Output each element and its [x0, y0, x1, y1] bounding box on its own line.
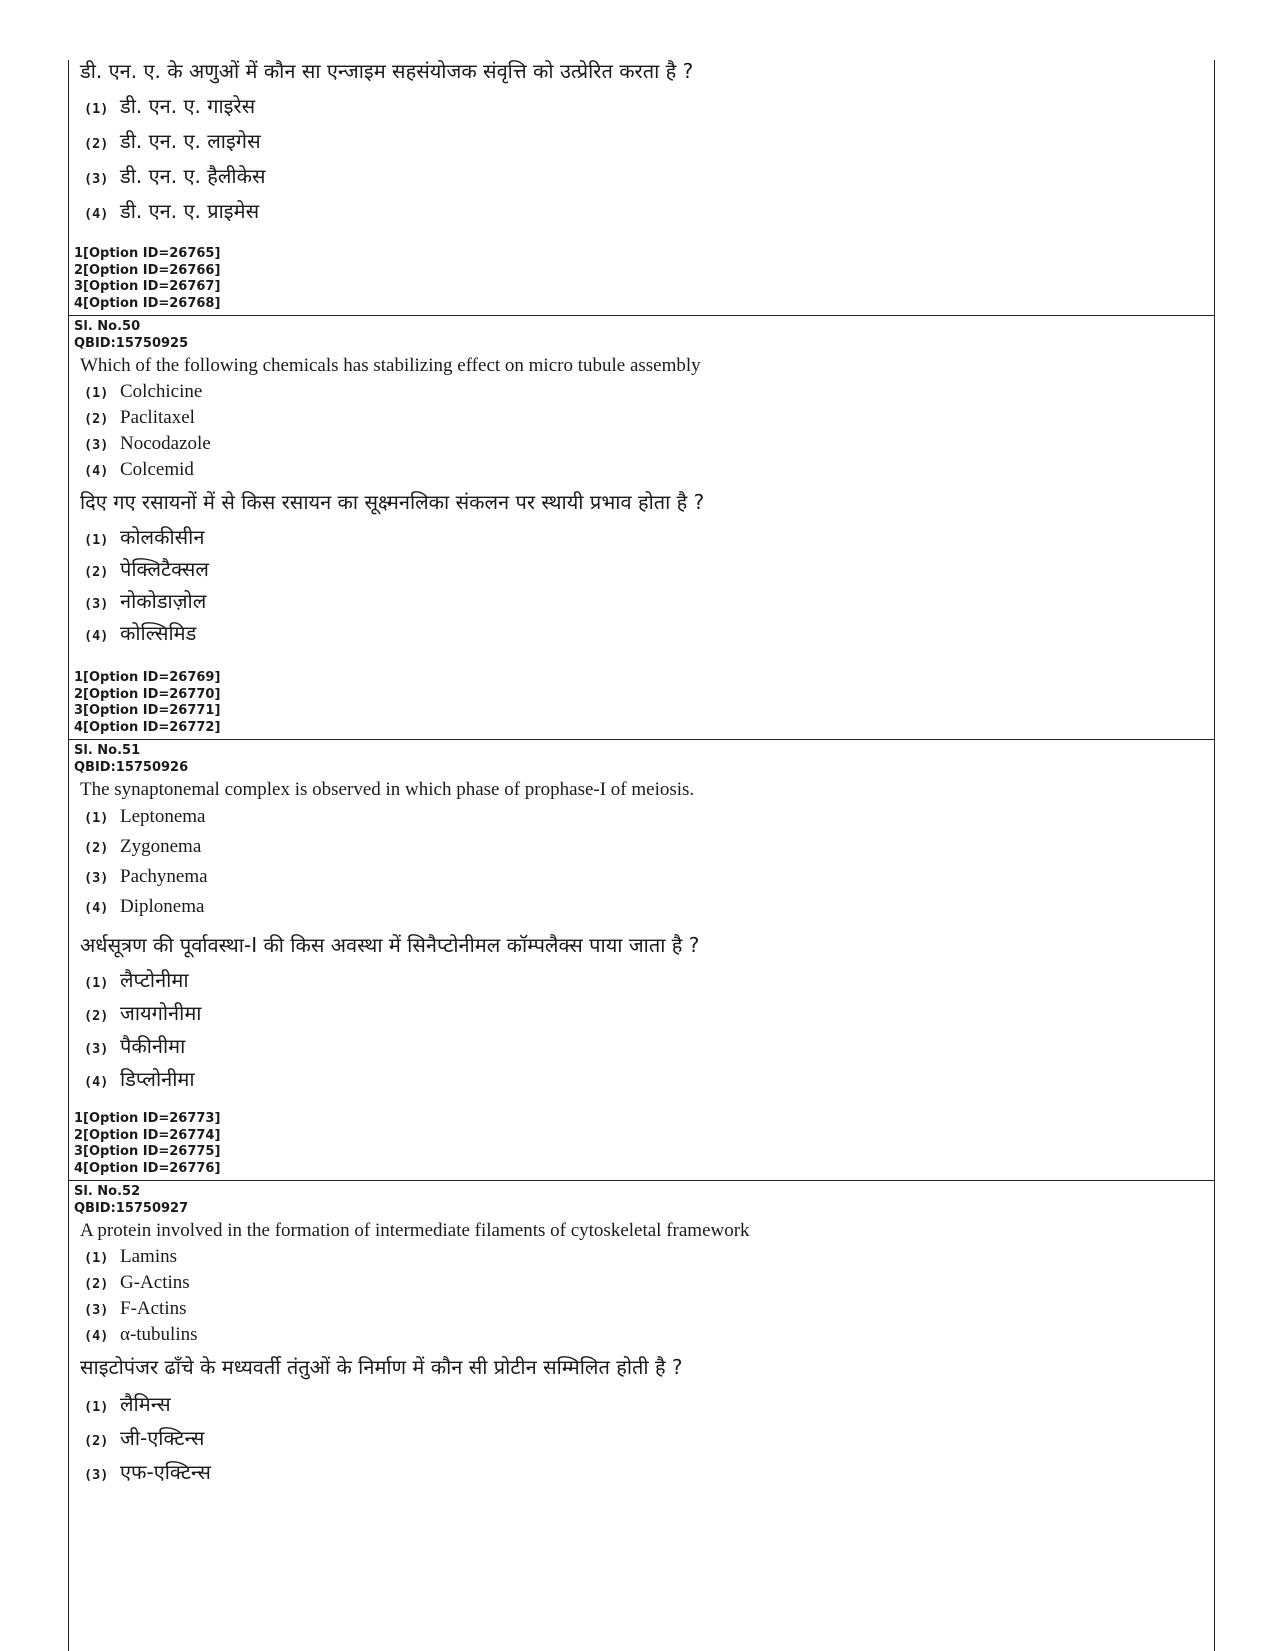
q51-qbid: QBID:15750926 — [74, 759, 189, 775]
q50-option-2-hi: (2) पेक्लिटैक्सल — [84, 557, 209, 581]
question-51-text-hi: अर्धसूत्रण की पूर्वावस्था-I की किस अवस्था में सिनैप्टोनीमल कॉम्पलैक्स पाया जाता है ? — [80, 933, 700, 957]
q49-option-4-hi: (4) डी. एन. ए. प्राइमेस — [84, 199, 260, 223]
q52-option-2-hi: (2) जी-एक्टिन्स — [84, 1426, 205, 1450]
q51-option-1-en: (1) Leptonema — [84, 806, 206, 827]
question-52-text-hi: साइटोपंजर ढाँचे के मध्यवर्ती तंतुओं के निर्माण में कौन सी प्रोटीन सम्मिलित होती है ? — [80, 1355, 683, 1379]
separator-3 — [68, 1180, 1215, 1181]
q50-option-1-hi: (1) कोलकीसीन — [84, 525, 205, 549]
q49-option-ids: 1[Option ID=26765] 2[Option ID=26766] 3[Option ID=26767] 4[Option ID=26768] — [74, 246, 221, 311]
q51-option-3-en: (3) Pachynema — [84, 866, 208, 887]
q50-qbid: QBID:15750925 — [74, 335, 189, 351]
q51-option-1-hi: (1) लैप्टोनीमा — [84, 968, 189, 992]
q51-option-2-en: (2) Zygonema — [84, 836, 202, 857]
separator-1 — [68, 315, 1215, 316]
q50-option-1-en: (1) Colchicine — [84, 381, 203, 402]
question-49-block — [68, 58, 1215, 232]
question-50-block — [68, 319, 1215, 651]
question-51-text-en: The synaptonemal complex is observed in which phase of prophase-I of meiosis. — [80, 779, 695, 800]
q52-serial-number: Sl. No.52 — [74, 1184, 141, 1199]
q52-qbid: QBID:15750927 — [74, 1200, 189, 1216]
question-49-text-hi: डी. एन. ए. के अणुओं में कौन सा एन्जाइम सहसंयोजक संवृत्ति को उत्प्रेरित करता है ? — [80, 59, 694, 83]
q52-option-1-en: (1) Lamins — [84, 1246, 177, 1267]
q51-option-2-hi: (2) जायगोनीमा — [84, 1001, 202, 1025]
q50-option-3-en: (3) Nocodazole — [84, 433, 211, 454]
q50-option-2-en: (2) Paclitaxel — [84, 407, 195, 428]
q49-option-1-hi: (1) डी. एन. ए. गाइरेस — [84, 94, 256, 118]
question-52-text-en: A protein involved in the formation of intermediate filaments of cytoskeletal framework — [80, 1220, 750, 1241]
q52-option-3-en: (3) F-Actins — [84, 1298, 187, 1319]
q50-serial-number: Sl. No.50 — [74, 319, 141, 334]
q50-option-4-en: (4) Colcemid — [84, 459, 194, 480]
question-51-block — [68, 743, 1215, 1098]
q52-option-2-en: (2) G-Actins — [84, 1272, 190, 1293]
separator-2 — [68, 739, 1215, 740]
q50-option-ids: 1[Option ID=26769] 2[Option ID=26770] 3[Option ID=26771] 4[Option ID=26772] — [74, 670, 221, 735]
question-50-text-en: Which of the following chemicals has stabilizing effect on micro tubule assembly — [80, 355, 701, 376]
q51-option-3-hi: (3) पैकीनीमा — [84, 1034, 186, 1058]
q50-option-3-hi: (3) नोकोडाज़ोल — [84, 589, 207, 613]
q52-option-3-hi: (3) एफ-एक्टिन्स — [84, 1460, 211, 1484]
question-52-block — [68, 1184, 1215, 1492]
question-50-text-hi: दिए गए रसायनों में से किस रसायन का सूक्ष्मनलिका संकलन पर स्थायी प्रभाव होता है ? — [80, 490, 705, 514]
q49-option-3-hi: (3) डी. एन. ए. हैलीकेस — [84, 164, 266, 188]
q51-option-4-en: (4) Diplonema — [84, 896, 205, 917]
q51-option-ids: 1[Option ID=26773] 2[Option ID=26774] 3[Option ID=26775] 4[Option ID=26776] — [74, 1111, 221, 1176]
q51-option-4-hi: (4) डिप्लोनीमा — [84, 1067, 195, 1091]
q50-option-4-hi: (4) कोल्सिमिड — [84, 621, 197, 645]
q52-option-4-en: (4) α-tubulins — [84, 1324, 198, 1345]
q49-option-2-hi: (2) डी. एन. ए. लाइगेस — [84, 129, 261, 153]
q51-serial-number: Sl. No.51 — [74, 743, 141, 758]
q52-option-1-hi: (1) लैमिन्स — [84, 1392, 171, 1416]
